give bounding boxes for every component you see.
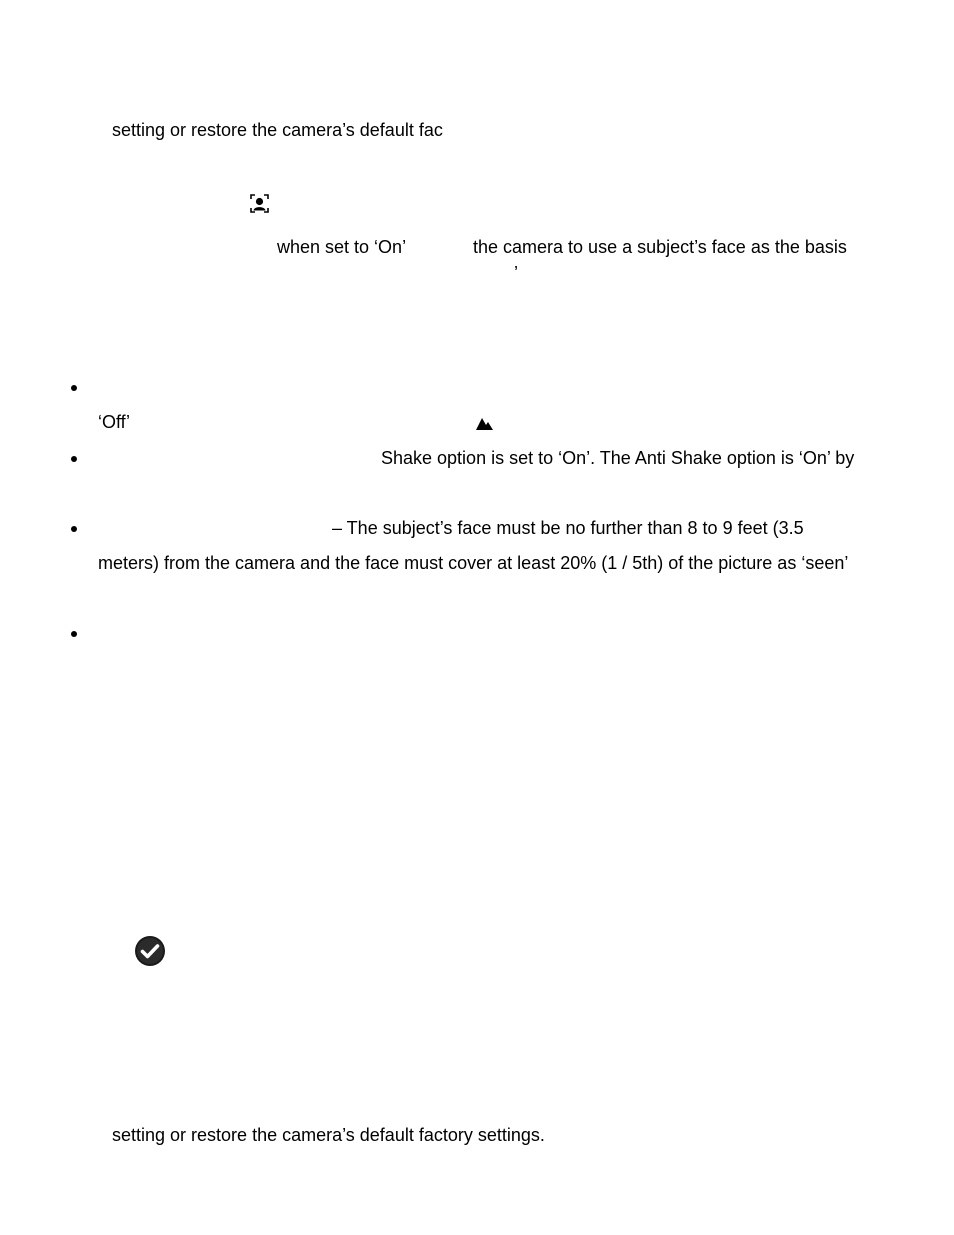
text-face-basis: the camera to use a subject’s face as the basis [473, 237, 847, 257]
text-face-coverage: meters) from the camera and the face must cover at least 20% (1 / 5th) of the picture as ‘seen’ [98, 553, 849, 573]
bullet-2 [71, 456, 77, 462]
face-detect-icon [250, 194, 269, 213]
text-line-setting-restore-full: setting or restore the camera’s default factory settings. [112, 1125, 545, 1145]
bullet-1 [71, 385, 77, 391]
text-when-set-on: when set to ‘On’ [277, 237, 407, 257]
text-stray-apostrophe: ’ [514, 263, 518, 283]
bullet-4 [71, 631, 77, 637]
text-anti-shake: Shake option is set to ‘On’. The Anti Shake option is ‘On’ by [381, 448, 855, 468]
landscape-icon [476, 414, 493, 427]
text-line-setting-restore-partial: setting or restore the camera’s default fac [112, 120, 443, 140]
text-off: ‘Off’ [98, 412, 131, 432]
bullet-3 [71, 526, 77, 532]
text-face-distance: – The subject’s face must be no further than 8 to 9 feet (3.5 [332, 518, 804, 538]
checkmark-circle-icon [134, 935, 166, 967]
